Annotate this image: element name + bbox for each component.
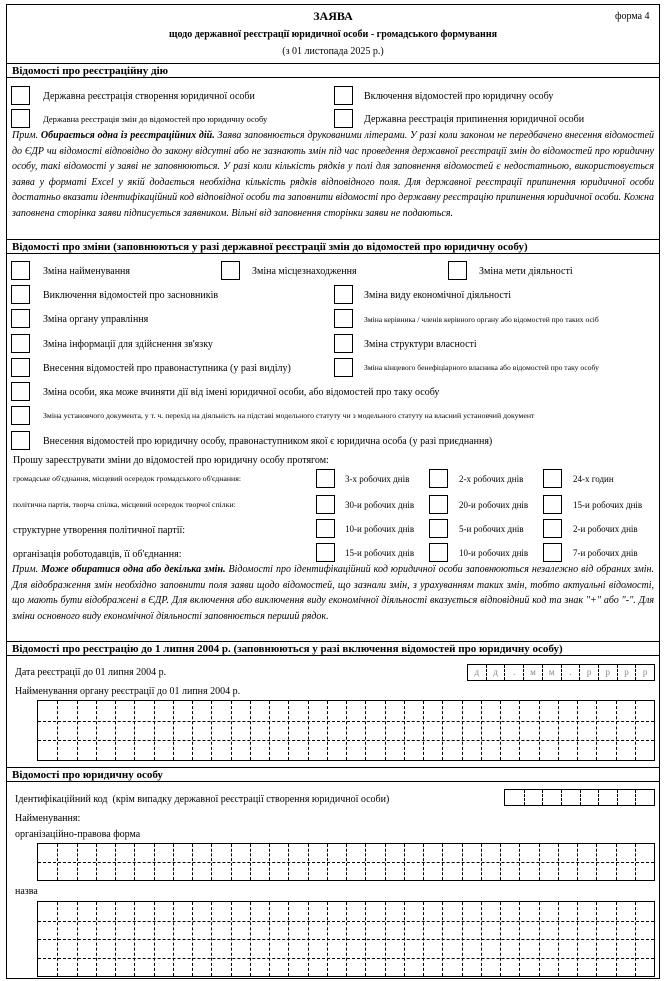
- option-label: Зміна інформації для здійснення зв'язку: [43, 339, 213, 350]
- option-label: Зміна місцезнаходження: [252, 266, 357, 277]
- date-cell: р: [599, 665, 618, 680]
- form-number: форма 4: [615, 11, 650, 22]
- entity-legal-form-label: організаційно-правова форма: [15, 829, 141, 840]
- form-title: ЗАЯВА: [313, 9, 353, 23]
- entity-legal-form-input[interactable]: [37, 843, 655, 881]
- option-label: Зміна органу управління: [43, 314, 149, 325]
- entity-title-label: назва: [15, 886, 38, 897]
- term-row-label: організація роботодавців, її об'єднання:: [13, 549, 182, 560]
- date-cell: м: [524, 665, 543, 680]
- term-option: 3-х робочих днів: [345, 474, 410, 484]
- checkbox-change-ubo[interactable]: [334, 358, 353, 377]
- pre2004-date-label: Дата реєстрації до 01 липня 2004 р.: [15, 667, 167, 678]
- checkbox-merger[interactable]: [11, 431, 30, 450]
- option-label: Зміна виду економічної діяльності: [364, 290, 511, 301]
- date-cell: р: [642, 667, 648, 677]
- checkbox-change-management[interactable]: [11, 309, 30, 328]
- option-label: Внесення відомостей про правонаступника (у разі виділу): [43, 363, 291, 374]
- checkbox-change-representative[interactable]: [11, 382, 30, 401]
- checkbox-create[interactable]: [11, 86, 30, 105]
- option-label: Внесення відомостей про юридичну особу, правонаступником якої є юридична особа (у разі приєднання): [43, 436, 493, 447]
- term-row-label: структурне утворення політичної партії:: [13, 525, 186, 536]
- option-label: Зміна кінцевого бенефіціарного власника або відомостей про таку особу: [364, 363, 599, 372]
- note-emphasis: Може обиратися одна або декілька змін.: [41, 564, 226, 575]
- section-heading: Відомості про реєстраційну дію: [12, 65, 169, 77]
- term-option: 7-и робочих днів: [573, 548, 638, 558]
- checkbox-change-ownership[interactable]: [334, 334, 353, 353]
- date-cell: д: [468, 665, 487, 680]
- date-cell: .: [562, 665, 581, 680]
- entity-name-label: Найменування:: [15, 813, 81, 824]
- option-label: Зміна найменування: [43, 266, 130, 277]
- id-note: (крім випадку державної реєстрації створення юридичної особи): [112, 794, 390, 805]
- checkbox-change-name[interactable]: [11, 261, 30, 280]
- option-label: Державна реєстрація припинення юридичної особи: [364, 114, 585, 125]
- checkbox-term[interactable]: [543, 519, 562, 538]
- checkbox-changes[interactable]: [11, 109, 30, 128]
- checkbox-change-location[interactable]: [221, 261, 240, 280]
- section-entity: [7, 767, 659, 782]
- checkbox-term[interactable]: [316, 469, 335, 488]
- pre2004-date-input[interactable]: [467, 664, 655, 681]
- pre2004-authority-input[interactable]: [37, 700, 655, 761]
- option-label: Включення відомостей про юридичну особу: [364, 91, 554, 102]
- note-prefix: Прим.: [12, 130, 39, 141]
- registration-note: [12, 128, 654, 222]
- term-option: 10-и робочих днів: [459, 548, 529, 558]
- checkbox-term[interactable]: [316, 495, 335, 514]
- term-option: 2-и робочих днів: [573, 524, 638, 534]
- checkbox-change-activity[interactable]: [334, 285, 353, 304]
- checkbox-term[interactable]: [543, 495, 562, 514]
- pre2004-authority-label: Найменування органу реєстрації до 01 липня 2004 р.: [15, 686, 241, 697]
- changes-note: [12, 562, 654, 624]
- note-text: Відомості про ідентифікаційний код юридичної особи заповнюються незалежно від обраних змін. Для відображення змін необхідно заповнити поля заяви щодо відомостей, що зазнали змін, з урахуванням таких змін, тобто актуальні відомості, що мають бути відображені в ЄДР. Для включення або виключення виду економічної діяльності вказується відповідний код та знак "+" або "-". Для зміни основного виду економічної діяльності заповнюється перший рядок.: [12, 564, 655, 622]
- checkbox-term[interactable]: [316, 519, 335, 538]
- date-cell: д: [487, 665, 506, 680]
- application-form: [6, 4, 660, 979]
- checkbox-termination[interactable]: [334, 109, 353, 128]
- option-label: Зміна установчого документа, у т. ч. перехід на діяльність на підставі модельного статуту чи з модельного статуту на власний установчий документ: [43, 411, 535, 420]
- option-label: Зміна структури власності: [364, 339, 477, 350]
- section-heading: Відомості про зміни (заповнюються у разі державної реєстрації змін до відомостей про юридичну особу): [12, 241, 528, 253]
- checkbox-term[interactable]: [429, 495, 448, 514]
- term-option: 5-и робочих днів: [459, 524, 524, 534]
- entity-id-input[interactable]: [504, 789, 655, 806]
- term-option: 20-и робочих днів: [459, 500, 529, 510]
- note-prefix: Прим.: [12, 564, 39, 575]
- note-emphasis: Обирається одна із реєстраційних дій.: [40, 130, 215, 141]
- checkbox-term[interactable]: [543, 543, 562, 562]
- form-date-note: (з 01 листопада 2025 р.): [282, 46, 384, 57]
- entity-id-label: [15, 793, 389, 806]
- checkbox-term[interactable]: [429, 469, 448, 488]
- option-label: Державна реєстрація створення юридичної особи: [43, 91, 255, 102]
- checkbox-term[interactable]: [543, 469, 562, 488]
- option-label: Виключення відомостей про засновників: [43, 290, 219, 301]
- term-prompt: Прошу зареєструвати зміни до відомостей про юридичну особу протягом:: [13, 455, 329, 466]
- option-label: Зміна мети діяльності: [479, 266, 573, 277]
- checkbox-include[interactable]: [334, 86, 353, 105]
- term-option: 2-х робочих днів: [459, 474, 524, 484]
- term-option: 15-и робочих днів: [573, 500, 643, 510]
- checkbox-term[interactable]: [429, 543, 448, 562]
- checkbox-change-contact[interactable]: [11, 334, 30, 353]
- section-heading: Відомості про юридичну особу: [12, 769, 163, 781]
- term-row-label: громадське об'єднання, місцевий осередок громадського об'єднання:: [13, 474, 241, 483]
- checkbox-exclude-founders[interactable]: [11, 285, 30, 304]
- option-label: Зміна керівника / членів керівного органу або відомостей про таких осіб: [364, 315, 599, 324]
- section-pre2004: [7, 641, 659, 656]
- checkbox-successor[interactable]: [11, 358, 30, 377]
- entity-title-input[interactable]: [37, 901, 655, 977]
- id-label: Ідентифікаційний код: [15, 794, 108, 805]
- term-option: 15-и робочих днів: [345, 548, 415, 558]
- section-changes: [7, 239, 659, 254]
- option-label: Державна реєстрація змін до відомостей про юридичну особу: [43, 114, 268, 124]
- checkbox-change-purpose[interactable]: [448, 261, 467, 280]
- checkbox-change-head[interactable]: [334, 309, 353, 328]
- date-cell: м: [543, 665, 562, 680]
- checkbox-term[interactable]: [316, 543, 335, 562]
- date-cell: р: [618, 665, 637, 680]
- section-heading: Відомості про реєстрацію до 1 липня 2004 р. (заповнюються у разі включення відомостей про юридичну особу): [12, 643, 563, 655]
- date-cell: р: [580, 665, 599, 680]
- term-row-label: політична партія, творча спілка, місцевий осередок творчої спілки:: [13, 500, 236, 509]
- date-cell: .: [505, 665, 524, 680]
- option-label: Зміна особи, яка може вчиняти дії від імені юридичної особи, або відомостей про таку особу: [43, 387, 440, 398]
- checkbox-change-charter[interactable]: [11, 406, 30, 425]
- term-option: 30-и робочих днів: [345, 500, 415, 510]
- term-option: 24-х годин: [573, 474, 614, 484]
- form-subtitle: щодо державної реєстрації юридичної особи - громадського формування: [169, 29, 497, 40]
- checkbox-term[interactable]: [429, 519, 448, 538]
- note-text: Заява заповнюється друкованими літерами. У разі коли законом не передбачено внесення відомостей до ЄДР чи відомості відповідно до закону відсутні або не зазнають змін під час проведення державної реєстрації змін до відомостей про юридичну особу, такі відомості у заяві не заповнюються. У разі коли кількість рядків у полі для заповнення відомостей є недостатньою, використовується заява у форматі Excel у якій додається необхідна кількість рядків відповідного поля. Для державної реєстрації припинення юридичної особи достатньо вказати ідентифікаційний код відповідної особи та заповнити відомості про державну реєстрацію припинення юридичної особи. Кожна заповнена сторінка заяви підписується заявником. Вільні від заповнення сторінки заяви не подаються.: [12, 130, 655, 219]
- term-option: 10-и робочих днів: [345, 524, 415, 534]
- section-registration-action: [7, 63, 659, 78]
